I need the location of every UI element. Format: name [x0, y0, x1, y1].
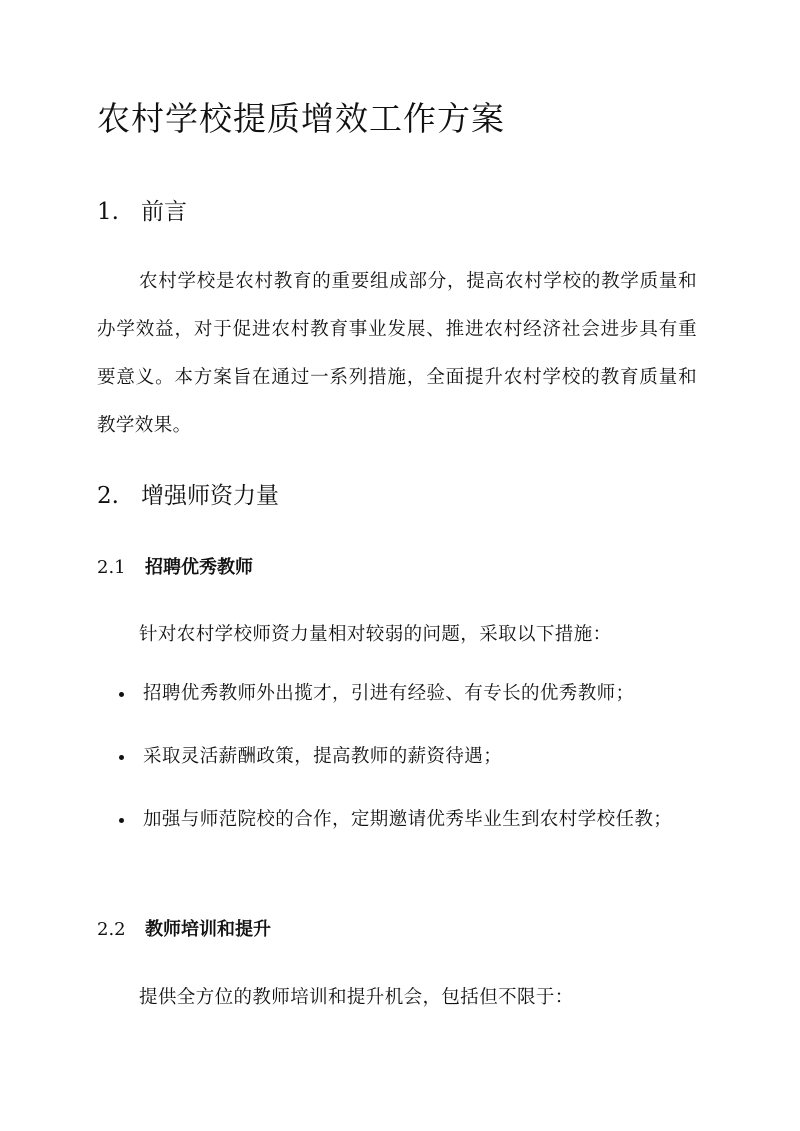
section-number: 1.: [97, 199, 119, 225]
section-heading-2: [97, 480, 279, 512]
list-item: [97, 796, 697, 844]
list-item-text: 加强与师范院校的合作，定期邀请优秀毕业生到农村学校任教；: [143, 809, 673, 830]
subsection-heading-2-1: [97, 555, 253, 581]
subsection-number: 2.2: [97, 919, 126, 940]
list-item-text: 招聘优秀教师外出揽才，引进有经验、有专长的优秀教师；: [143, 683, 635, 704]
section-paragraph: 农村学校是农村教育的重要组成部分，提高农村学校的教学质量和办学效益，对于促进农村教育事业发展、推进农村经济社会进步具有重要意义。本方案旨在通过一系列措施，全面提升农村学校的教育质量和教学效果。: [97, 271, 697, 436]
bullet-icon: [119, 818, 124, 823]
subsection-title: 教师培训和提升: [145, 919, 271, 940]
subsection-intro: 针对农村学校师资力量相对较弱的问题，采取以下措施：: [139, 624, 612, 645]
document-title: 农村学校提质增效工作方案: [97, 99, 505, 138]
list-item-text: 采取灵活薪酬政策，提高教师的薪资待遇；: [143, 746, 503, 767]
list-item: [97, 670, 697, 718]
bullet-icon: [119, 755, 124, 760]
subsection-intro: 提供全方位的教师培训和提升机会，包括但不限于：: [139, 987, 574, 1008]
section-title: 前言: [141, 199, 187, 225]
subsection-title: 招聘优秀教师: [145, 557, 253, 578]
section-number: 2.: [97, 483, 119, 509]
bullet-list: [97, 670, 697, 859]
subsection-heading-2-2: [97, 917, 271, 943]
list-item: [97, 733, 697, 781]
bullet-icon: [119, 692, 124, 697]
subsection-number: 2.1: [97, 557, 126, 578]
section-title: 增强师资力量: [141, 483, 279, 509]
section-heading-1: [97, 196, 187, 228]
